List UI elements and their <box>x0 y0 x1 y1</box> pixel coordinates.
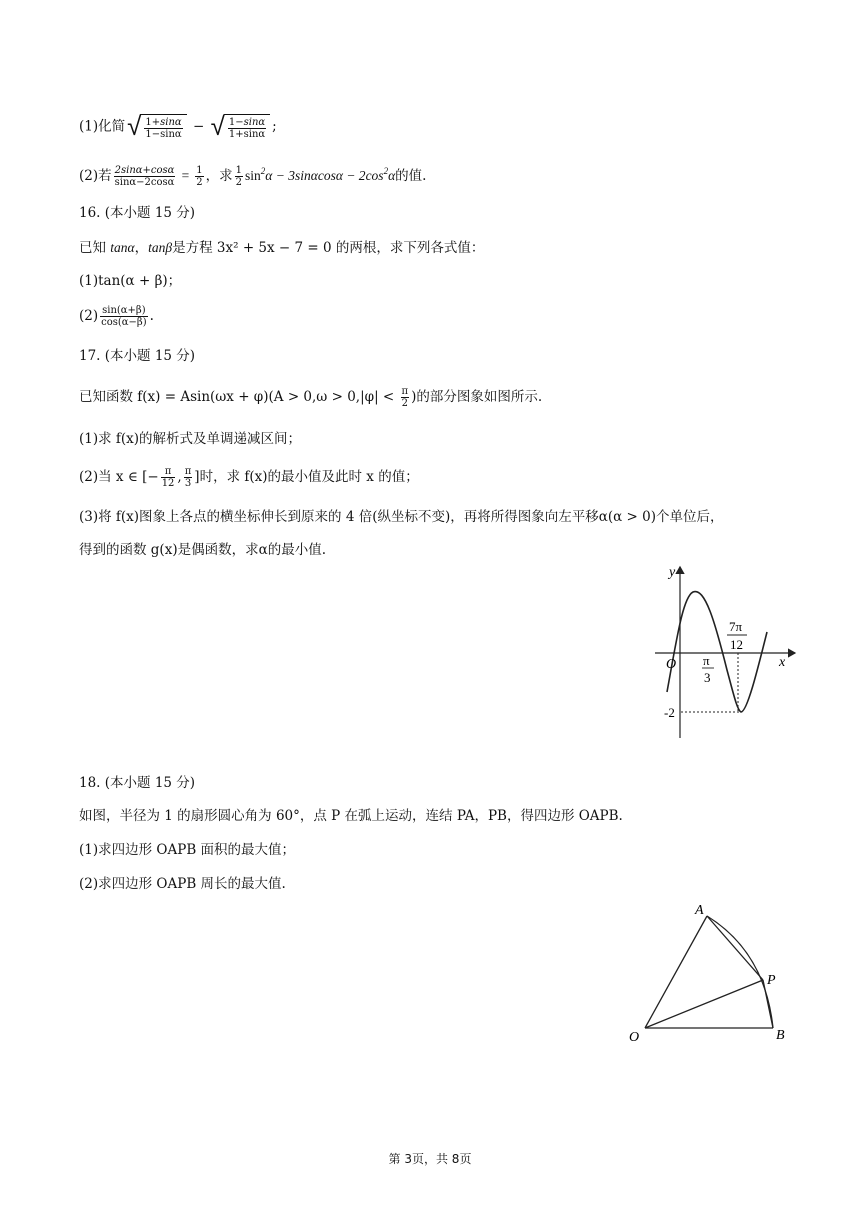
fraction-half-2: $\frac{1}{2}$ <box>235 165 243 188</box>
q17-header: 17. (本小题 15 分) <box>79 348 196 364</box>
q17-part1: (1)求 f(x)的解析式及单调递减区间； <box>79 431 302 447</box>
sqrt-expression-2: √ $\frac{1-\sin\alpha}{1+\sin\alpha}$ <box>211 114 271 140</box>
label-O: O <box>629 1030 640 1045</box>
arc-AB <box>707 916 773 1028</box>
tick-7pi12-den: 12 <box>730 637 743 652</box>
fraction-sin-cos: $\frac{\sin(\alpha+\beta)}{\cos(\alpha-\beta)}$ <box>101 305 147 328</box>
fraction-half: $\frac{1}{2}$ <box>196 165 203 188</box>
sine-graph-figure <box>645 562 815 742</box>
segment-OP <box>645 980 763 1028</box>
segment-OA <box>645 916 707 1028</box>
tick-7pi12-num: 7π <box>729 619 743 634</box>
q18-stem: 如图，半径为 1 的扇形圆心角为 60°，点 P 在弧上运动，连结 PA，PB，得四边形 OAPB. <box>79 808 623 824</box>
q17-part3-line2: 得到的函数 g(x)是偶函数，求α的最小值. <box>79 542 326 558</box>
q17-stem: 已知函数 f(x) = Asin(ωx + φ)(A > 0,ω > 0,|φ| < $\frac{\pi}{2}$ )的部分图象如图所示. <box>79 386 543 409</box>
y-min-label: -2 <box>664 705 675 720</box>
origin-label: O <box>666 657 677 672</box>
q16-header: 16. (本小题 15 分) <box>79 205 196 221</box>
x-axis-label: x <box>779 655 786 670</box>
sine-curve <box>667 592 767 712</box>
tick-pi3-den: 3 <box>704 670 711 685</box>
sector-figure <box>625 900 795 1050</box>
fraction-pi-2: $\frac{\pi}{2}$ <box>401 386 409 409</box>
q15-part1-prefix: (1)化简 <box>79 118 126 135</box>
tick-pi3-num: π <box>703 653 710 668</box>
q16-stem: 已知 tanα，tanβ是方程 3x² + 5x − 7 = 0 的两根，求下列各式值： <box>79 240 485 256</box>
label-A: A <box>695 903 704 918</box>
q15-part2: (2)若 $\frac{2\sin\alpha+\cos\alpha}{\sin\alpha-2\cos\alpha}$ = $\frac{1}{2}$ ，求 $\frac{1}{2}$ $\sin^2\alpha - 3\sin\alpha\cos\alpha - 2\cos^2\alpha$的值. <box>79 165 427 188</box>
fraction-pi-3: $\frac{\pi}{3}$ <box>184 466 192 489</box>
q18-part2: (2)求四边形 OAPB 周长的最大值. <box>79 876 286 892</box>
q17-part3-line1: (3)将 f(x)图象上各点的横坐标伸长到原来的 4 倍(纵坐标不变)，再将所得图象向左平移α(α > 0)个单位后， <box>79 509 724 525</box>
q17-part2: (2)当 x ∈ [− $\frac{\pi}{12}$ , $\frac{\pi}{3}$ ]时，求 f(x)的最小值及此时 x 的值； <box>79 466 419 489</box>
q16-part1: (1)tan(α + β)； <box>79 273 182 289</box>
q18-header: 18. (本小题 15 分) <box>79 775 196 791</box>
fraction-pi-12: $\frac{\pi}{12}$ <box>161 466 175 489</box>
page-footer: 第 3页，共 8页 <box>388 1152 472 1166</box>
sqrt-expression-1: √ $\frac{1+\sin\alpha}{1-\sin\alpha}$ <box>127 114 187 140</box>
q15-part1: (1)化简 √ $\frac{1+\sin\alpha}{1-\sin\alpha}$ − √ $\frac{1-\sin\alpha}{1+\sin\alpha}$ ; <box>79 112 277 142</box>
segment-AP <box>707 916 763 980</box>
q18-part1: (1)求四边形 OAPB 面积的最大值； <box>79 842 296 858</box>
label-B: B <box>776 1028 785 1043</box>
y-axis-label: y <box>669 565 676 580</box>
fraction-condition: $\frac{2\sin\alpha+\cos\alpha}{\sin\alpha-2\cos\alpha}$ <box>114 165 175 188</box>
label-P: P <box>767 973 776 988</box>
q16-part2: (2) $\frac{\sin(\alpha+\beta)}{\cos(\alpha-\beta)}$ . <box>79 305 154 328</box>
